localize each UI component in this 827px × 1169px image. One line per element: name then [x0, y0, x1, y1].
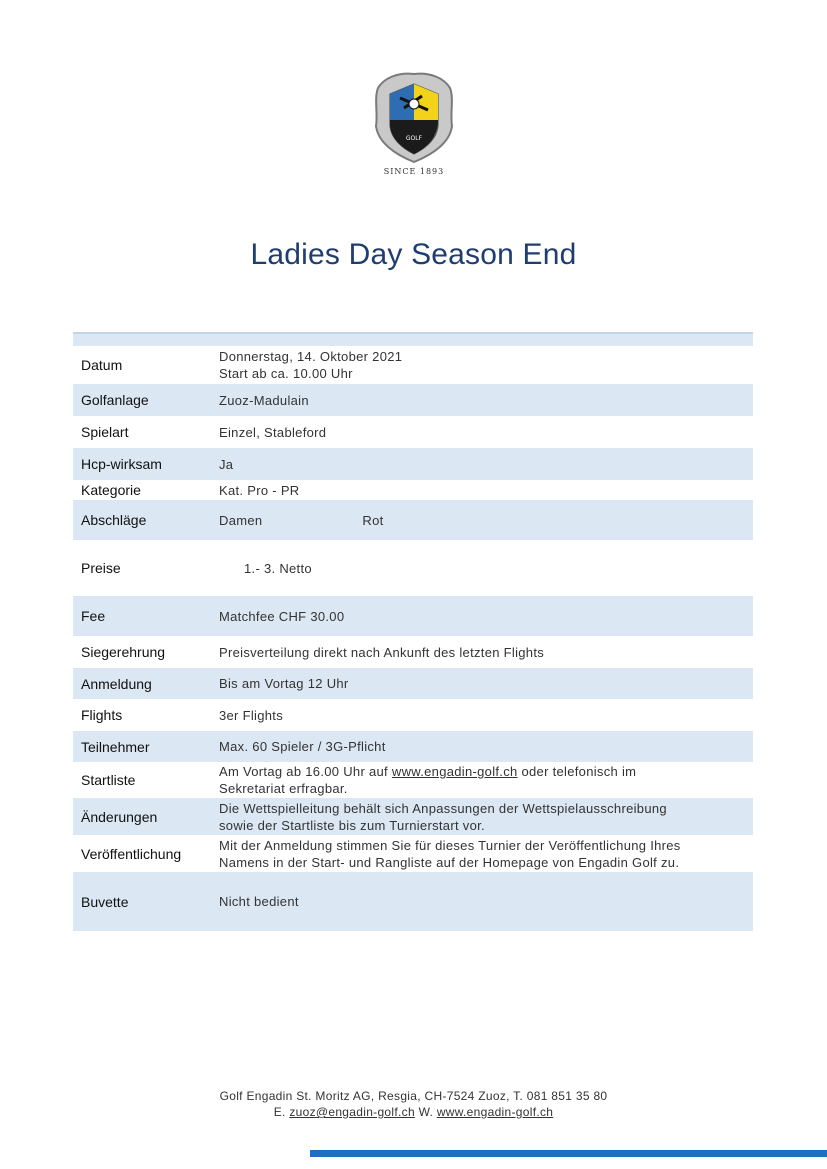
- row-aenderungen: [73, 798, 753, 835]
- tournament-details-table: [73, 332, 753, 931]
- label-anmeldung: Anmeldung: [81, 675, 152, 692]
- label-siegerehrung: Siegerehrung: [81, 644, 166, 660]
- bottom-accent-bar: [310, 1150, 827, 1157]
- row-siegerehrung: [73, 636, 753, 668]
- row-spielart: [73, 416, 753, 448]
- value-anmeldung: Bis am Vortag 12 Uhr: [219, 676, 349, 691]
- value-startliste: Am Vortag ab 16.00 Uhr auf www.engadin-golf.ch oder telefonisch im Sekretariat erfragbar.: [219, 764, 637, 796]
- value-fee: Matchfee CHF 30.00: [219, 608, 345, 624]
- row-abschlaege: [73, 500, 753, 540]
- row-hcp: [73, 448, 753, 480]
- value-veroeffentlichung: Mit der Anmeldung stimmen Sie für dieses Turnier der Veröffentlichung Ihres Namens in der Start- und Rangliste auf der Homepage von Engadin Golf zu.: [219, 837, 681, 870]
- label-fee: Fee: [81, 608, 106, 624]
- label-abschlaege: Abschläge: [81, 512, 147, 528]
- footer-contact: E. zuoz@engadin-golf.ch W. www.engadin-golf.ch: [273, 1105, 554, 1119]
- label-hcp: Hcp-wirksam: [81, 456, 162, 472]
- value-buvette: Nicht bedient: [219, 894, 299, 909]
- label-kategorie: Kategorie: [81, 482, 141, 498]
- svg-text:SINCE 1893: SINCE 1893: [383, 167, 445, 176]
- value-spielart: Einzel, Stableford: [219, 424, 327, 440]
- row-flights: [73, 699, 753, 731]
- row-fee: [73, 596, 753, 636]
- page-title: Ladies Day Season End: [250, 238, 577, 271]
- label-veroeffentlichung: Veröffentlichung: [81, 845, 182, 862]
- row-preise: [73, 540, 753, 596]
- label-teilnehmer: Teilnehmer: [81, 738, 150, 755]
- value-datum: Donnerstag, 14. Oktober 2021 Start ab ca. 10.00 Uhr: [219, 349, 403, 381]
- engadin-golf-link[interactable]: www.engadin-golf.ch: [391, 764, 518, 779]
- value-golfanlage: Zuoz-Madulain: [219, 392, 309, 408]
- row-startliste: [73, 762, 753, 798]
- row-golfanlage: [73, 384, 753, 416]
- footer-web-link[interactable]: www.engadin-golf.ch: [436, 1105, 554, 1119]
- footer: [0, 1088, 827, 1120]
- club-logo: [370, 68, 458, 178]
- label-preise: Preise: [81, 560, 121, 576]
- row-buvette: [73, 872, 753, 931]
- label-golfanlage: Golfanlage: [81, 392, 149, 408]
- value-abschlaege: Damen Rot: [219, 512, 384, 528]
- row-kategorie: [73, 480, 753, 500]
- value-teilnehmer: Max. 60 Spieler / 3G-Pflicht: [219, 739, 386, 754]
- value-siegerehrung: Preisverteilung direkt nach Ankunft des letzten Flights: [219, 644, 545, 660]
- row-veroeffentlichung: [73, 835, 753, 872]
- value-flights: 3er Flights: [219, 707, 283, 723]
- table-top-strip: [73, 332, 753, 346]
- label-spielart: Spielart: [81, 424, 129, 440]
- label-flights: Flights: [81, 707, 123, 723]
- shield-emblem-icon: [370, 68, 458, 178]
- value-preise: 1.- 3. Netto: [244, 560, 312, 576]
- label-aenderungen: Änderungen: [81, 808, 158, 825]
- value-aenderungen: Die Wettspielleitung behält sich Anpassungen der Wettspielausschreibung sowie der Startliste bis zum Turnierstart vor.: [219, 800, 667, 833]
- footer-email-link[interactable]: zuoz@engadin-golf.ch: [289, 1105, 415, 1119]
- svg-text:GOLF: GOLF: [405, 135, 423, 142]
- row-anmeldung: [73, 668, 753, 699]
- label-datum: Datum: [81, 357, 123, 373]
- label-startliste: Startliste: [81, 772, 136, 788]
- footer-address: Golf Engadin St. Moritz AG, Resgia, CH-7524 Zuoz, T. 081 851 35 80: [219, 1089, 608, 1103]
- value-kategorie: Kat. Pro - PR: [219, 482, 300, 498]
- row-teilnehmer: [73, 731, 753, 762]
- value-hcp: Ja: [219, 456, 234, 472]
- label-buvette: Buvette: [81, 893, 129, 910]
- row-datum: [73, 346, 753, 384]
